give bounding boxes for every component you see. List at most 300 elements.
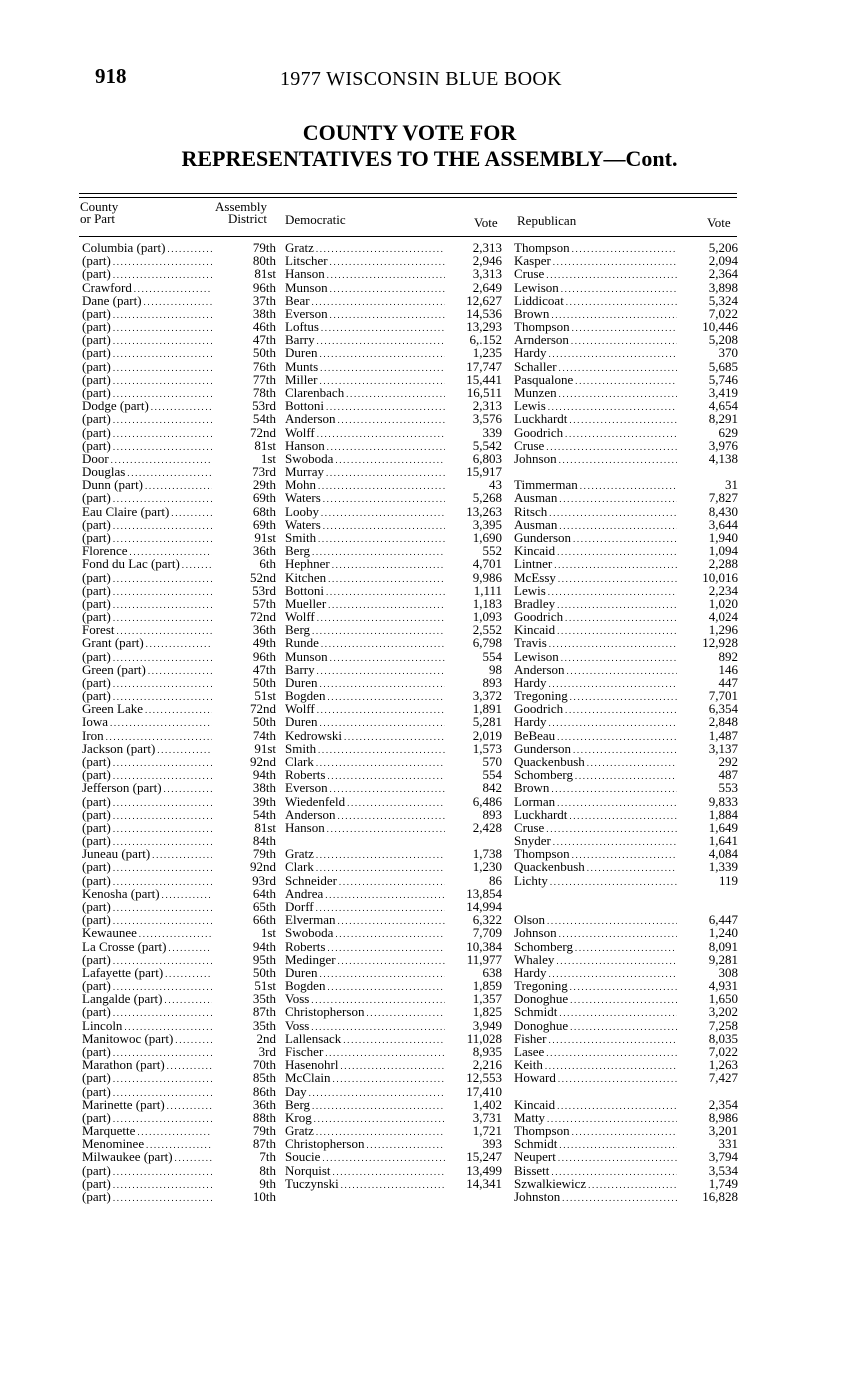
county-cell: Forest . . . <box>82 623 212 638</box>
democratic-vote-cell: 5,281 <box>472 714 502 730</box>
democratic-vote-cell: 43 <box>489 477 502 493</box>
republican-vote-cell: 3,419 <box>708 384 738 400</box>
democratic-candidate-cell: Waters . . . <box>285 518 445 533</box>
county-cell: Marathon (part) . . . <box>82 1058 212 1073</box>
democratic-vote-cell: 2,216 <box>472 1057 502 1073</box>
democratic-vote-cell: 2,313 <box>472 240 502 255</box>
republican-candidate-cell: Quackenbush . . . <box>514 755 677 770</box>
republican-candidate-cell: Olson . . . <box>514 913 677 928</box>
district-cell: 50th <box>252 964 276 980</box>
county-cell: (part) . . . <box>82 1190 212 1205</box>
page-title-line-2: REPRESENTATIVES TO THE ASSEMBLY—Cont. <box>181 146 678 171</box>
page-title-line-1: COUNTY VOTE FOR <box>302 120 517 145</box>
democratic-candidate-cell: Duren . . . <box>285 715 445 730</box>
republican-vote-cell: 2,364 <box>708 266 738 282</box>
republican-candidate-cell: Liddicoat . . . <box>514 294 677 309</box>
republican-vote-cell: 1,339 <box>708 859 738 875</box>
district-cell: 91st <box>254 529 276 545</box>
district-cell: 72nd <box>250 701 276 717</box>
republican-vote-cell: 4,084 <box>708 846 738 862</box>
democratic-candidate-cell: McClain . . . <box>285 1071 445 1086</box>
republican-vote-cell: 370 <box>718 345 738 361</box>
republican-vote-cell: 8,035 <box>708 1030 738 1046</box>
header-vote-republican: Vote <box>707 215 731 230</box>
republican-candidate-cell: Ritsch . . . <box>514 505 677 520</box>
county-cell: (part) . . . <box>82 860 212 875</box>
democratic-vote-cell: 14,994 <box>466 899 502 914</box>
county-cell: (part) . . . <box>82 755 212 770</box>
district-cell: 6th <box>259 556 276 572</box>
democratic-vote-cell: 5,542 <box>472 437 502 453</box>
democratic-vote-cell: 6,798 <box>472 635 502 651</box>
republican-vote-cell: 1,940 <box>708 529 738 545</box>
democratic-candidate-cell: Kitchen . . . <box>285 571 445 586</box>
district-cell: 39th <box>252 793 276 809</box>
county-cell: Manitowoc (part) . . . <box>82 1032 212 1047</box>
county-cell: (part) . . . <box>82 795 212 810</box>
district-cell: 81st <box>254 819 276 835</box>
header-democratic: Democratic <box>285 212 346 227</box>
republican-vote-cell: 31 <box>725 477 738 493</box>
header-district-line-2: District <box>228 211 267 226</box>
republican-candidate-cell: Thompson . . . <box>514 320 677 335</box>
republican-vote-cell: 3,202 <box>708 1004 738 1020</box>
republican-candidate-cell: Schaller . . . <box>514 360 677 375</box>
republican-vote-cell: 2,094 <box>708 253 738 269</box>
district-cell: 65th <box>252 899 276 914</box>
democratic-candidate-cell: Schneider . . . <box>285 874 445 889</box>
democratic-candidate-cell: Munts . . . <box>285 360 445 375</box>
county-cell: (part) . . . <box>82 307 212 322</box>
republican-candidate-cell: Thompson . . . <box>514 1124 677 1139</box>
county-cell: (part) . . . <box>82 1177 212 1192</box>
county-cell: (part) . . . <box>82 531 212 546</box>
county-cell: (part) . . . <box>82 610 212 625</box>
democratic-vote-cell: 14,536 <box>466 305 502 321</box>
republican-vote-cell: 5,746 <box>708 371 738 387</box>
republican-candidate-cell: Schmidt . . . <box>514 1005 677 1020</box>
county-cell: (part) . . . <box>82 346 212 361</box>
democratic-vote-cell: 7,709 <box>472 925 502 941</box>
republican-candidate-cell: Johnston . . . <box>514 1190 677 1205</box>
district-cell: 51st <box>254 688 276 704</box>
republican-vote-cell: 3,201 <box>708 1123 738 1139</box>
democratic-candidate-cell: Roberts . . . <box>285 768 445 783</box>
county-cell: (part) . . . <box>82 874 212 889</box>
democratic-candidate-cell: Swoboda . . . <box>285 452 445 467</box>
republican-vote-cell: 1,649 <box>708 819 738 835</box>
district-cell: 29th <box>252 477 276 493</box>
republican-candidate-cell: Anderson . . . <box>514 663 677 678</box>
republican-vote-cell: 10,446 <box>702 319 738 335</box>
republican-vote-cell: 5,206 <box>708 240 738 255</box>
democratic-vote-cell: 1,235 <box>472 345 502 361</box>
county-cell: La Crosse (part) . . . <box>82 940 212 955</box>
democratic-vote-cell: 1,111 <box>473 582 502 598</box>
republican-vote-cell: 5,324 <box>708 292 738 308</box>
democratic-vote-cell: 2,428 <box>472 819 502 835</box>
county-cell: (part) . . . <box>82 650 212 665</box>
county-cell: (part) . . . <box>82 1111 212 1126</box>
republican-candidate-cell: Johnson . . . <box>514 926 677 941</box>
district-cell: 54th <box>252 806 276 822</box>
democratic-candidate-cell: Everson . . . <box>285 781 445 796</box>
county-cell: (part) . . . <box>82 571 212 586</box>
democratic-candidate-cell: Hanson . . . <box>285 821 445 836</box>
democratic-candidate-cell: Berg . . . <box>285 1098 445 1113</box>
democratic-vote-cell: 2,649 <box>472 279 502 295</box>
democratic-candidate-cell: Barry . . . <box>285 663 445 678</box>
republican-candidate-cell: Goodrich . . . <box>514 426 677 441</box>
democratic-candidate-cell: Voss . . . <box>285 1019 445 1034</box>
democratic-candidate-cell: Voss . . . <box>285 992 445 1007</box>
republican-vote-cell: 1,650 <box>708 991 738 1007</box>
democratic-vote-cell: 4,701 <box>472 556 502 572</box>
district-cell: 79th <box>252 846 276 862</box>
democratic-vote-cell: 86 <box>489 872 502 888</box>
republican-vote-cell: 5,208 <box>708 332 738 348</box>
district-cell: 10th <box>252 1188 276 1204</box>
republican-vote-cell: 1,487 <box>708 727 738 743</box>
republican-vote-cell: 1,884 <box>708 806 738 822</box>
district-cell: 36th <box>252 543 276 559</box>
republican-candidate-cell: McEssy . . . <box>514 571 677 586</box>
democratic-candidate-cell: Day . . . <box>285 1085 445 1100</box>
district-cell: 47th <box>252 332 276 348</box>
county-cell: (part) . . . <box>82 953 212 968</box>
democratic-vote-cell: 13,263 <box>466 503 502 519</box>
district-cell: 36th <box>252 622 276 638</box>
republican-candidate-cell: Lewis . . . <box>514 584 677 599</box>
republican-candidate-cell: Kincaid . . . <box>514 1098 677 1113</box>
republican-candidate-cell: Cruse . . . <box>514 821 677 836</box>
democratic-vote-cell: 9,986 <box>472 569 502 585</box>
district-cell: 84th <box>252 833 276 849</box>
county-cell: (part) . . . <box>82 676 212 691</box>
county-cell: Dunn (part) . . . <box>82 478 212 493</box>
republican-candidate-cell: Hardy . . . <box>514 966 677 981</box>
republican-candidate-cell: Gunderson . . . <box>514 531 677 546</box>
democratic-candidate-cell: Dorff . . . <box>285 900 445 915</box>
democratic-vote-cell: 1,230 <box>472 859 502 875</box>
republican-candidate-cell: Tregoning . . . <box>514 979 677 994</box>
republican-vote-cell: 5,685 <box>708 358 738 374</box>
district-cell: 87th <box>252 1136 276 1152</box>
district-cell: 50th <box>252 345 276 361</box>
district-cell: 53rd <box>252 398 276 414</box>
democratic-vote-cell: 1,825 <box>472 1004 502 1020</box>
district-cell: 1st <box>260 925 276 941</box>
county-cell: Langalde (part) . . . <box>82 992 212 1007</box>
republican-candidate-cell: Kincaid . . . <box>514 623 677 638</box>
district-cell: 72nd <box>250 609 276 625</box>
republican-candidate-cell: Ausman . . . <box>514 491 677 506</box>
county-cell: (part) . . . <box>82 1005 212 1020</box>
republican-candidate-cell: Travis . . . <box>514 636 677 651</box>
democratic-candidate-cell: Smith . . . <box>285 531 445 546</box>
democratic-vote-cell: 1,402 <box>472 1096 502 1112</box>
republican-candidate-cell: Kasper . . . <box>514 254 677 269</box>
county-cell: (part) . . . <box>82 254 212 269</box>
county-cell: (part) . . . <box>82 267 212 282</box>
democratic-vote-cell: 14,341 <box>466 1175 502 1191</box>
county-cell: Milwaukee (part) . . . <box>82 1150 212 1165</box>
democratic-candidate-cell: Elverman . . . <box>285 913 445 928</box>
democratic-vote-cell: 5,268 <box>472 490 502 506</box>
district-cell: 9th <box>259 1175 276 1191</box>
democratic-candidate-cell: Clarenbach . . . <box>285 386 445 401</box>
republican-vote-cell: 3,644 <box>708 516 738 532</box>
republican-vote-cell: 8,091 <box>708 938 738 954</box>
district-cell: 66th <box>252 912 276 928</box>
republican-candidate-cell: Szwalkiewicz . . . <box>514 1177 677 1192</box>
democratic-vote-cell: 3,372 <box>472 688 502 704</box>
republican-candidate-cell: Cruse . . . <box>514 267 677 282</box>
republican-vote-cell: 3,534 <box>708 1162 738 1178</box>
page-number: 918 <box>95 64 127 88</box>
democratic-vote-cell: 12,553 <box>466 1070 502 1086</box>
republican-vote-cell: 331 <box>718 1136 738 1152</box>
county-cell: (part) . . . <box>82 491 212 506</box>
democratic-vote-cell: 3,313 <box>472 266 502 282</box>
district-cell: 79th <box>252 1123 276 1139</box>
district-cell: 92nd <box>250 859 276 875</box>
county-cell: (part) . . . <box>82 426 212 441</box>
district-cell: 88th <box>252 1109 276 1125</box>
district-cell: 74th <box>252 727 276 743</box>
header-rule <box>79 236 737 237</box>
democratic-candidate-cell: Roberts . . . <box>285 940 445 955</box>
democratic-candidate-cell: Gratz . . . <box>285 1124 445 1139</box>
democratic-candidate-cell: Anderson . . . <box>285 808 445 823</box>
header-county-line-2: or Part <box>80 211 116 226</box>
header-vote-democratic: Vote <box>474 215 498 230</box>
democratic-candidate-cell: Lallensack . . . <box>285 1032 445 1047</box>
republican-candidate-cell: Thompson . . . <box>514 241 677 256</box>
democratic-candidate-cell: Bear . . . <box>285 294 445 309</box>
county-cell: (part) . . . <box>82 373 212 388</box>
county-cell: Kewaunee . . . <box>82 926 212 941</box>
republican-vote-cell: 12,928 <box>702 635 738 651</box>
democratic-candidate-cell: Anderson . . . <box>285 412 445 427</box>
democratic-vote-cell: 12,627 <box>466 292 502 308</box>
democratic-vote-cell: 2,946 <box>472 253 502 269</box>
top-rule <box>79 193 737 194</box>
district-cell: 51st <box>254 978 276 994</box>
democratic-candidate-cell: Soucie . . . <box>285 1150 445 1165</box>
county-cell: Juneau (part) . . . <box>82 847 212 862</box>
county-cell: (part) . . . <box>82 768 212 783</box>
republican-candidate-cell: Howard . . . <box>514 1071 677 1086</box>
republican-vote-cell: 7,701 <box>708 688 738 704</box>
county-cell: (part) . . . <box>82 1085 212 1100</box>
republican-vote-cell: 9,833 <box>708 793 738 809</box>
republican-candidate-cell: Snyder . . . <box>514 834 677 849</box>
republican-candidate-cell: Lewison . . . <box>514 650 677 665</box>
republican-candidate-cell: Hardy . . . <box>514 715 677 730</box>
democratic-vote-cell: 6,486 <box>472 793 502 809</box>
democratic-vote-cell: 393 <box>482 1136 502 1152</box>
republican-candidate-cell: Tregoning . . . <box>514 689 677 704</box>
republican-candidate-cell: Thompson . . . <box>514 847 677 862</box>
republican-vote-cell: 487 <box>718 767 738 783</box>
district-cell: 35th <box>252 1017 276 1033</box>
district-cell: 53rd <box>252 582 276 598</box>
republican-candidate-cell: Brown . . . <box>514 307 677 322</box>
democratic-vote-cell: 6,322 <box>472 912 502 928</box>
district-cell: 79th <box>252 240 276 255</box>
county-cell: Crawford . . . <box>82 281 212 296</box>
district-cell: 35th <box>252 991 276 1007</box>
democratic-candidate-cell: Christopherson . . . <box>285 1137 445 1152</box>
county-cell: Iron . . . <box>82 729 212 744</box>
democratic-candidate-cell: Duren . . . <box>285 966 445 981</box>
district-cell: 52nd <box>250 569 276 585</box>
democratic-candidate-cell: Bottoni . . . <box>285 584 445 599</box>
democratic-candidate-cell: Mohn . . . <box>285 478 445 493</box>
header-republican: Republican <box>517 213 577 228</box>
district-cell: 37th <box>252 292 276 308</box>
district-cell: 93rd <box>252 872 276 888</box>
republican-candidate-cell: Gunderson . . . <box>514 742 677 757</box>
democratic-vote-cell: 1,891 <box>472 701 502 717</box>
republican-vote-cell: 146 <box>718 661 738 677</box>
democratic-vote-cell: 2,019 <box>472 727 502 743</box>
district-cell: 77th <box>252 371 276 387</box>
democratic-vote-cell: 1,357 <box>472 991 502 1007</box>
democratic-candidate-cell: Waters . . . <box>285 491 445 506</box>
republican-vote-cell: 1,641 <box>708 833 738 849</box>
democratic-candidate-cell: Christopherson . . . <box>285 1005 445 1020</box>
county-cell: (part) . . . <box>82 808 212 823</box>
district-cell: 36th <box>252 1096 276 1112</box>
republican-vote-cell: 7,427 <box>708 1070 738 1086</box>
district-cell: 49th <box>252 635 276 651</box>
republican-vote-cell: 3,976 <box>708 437 738 453</box>
republican-vote-cell: 4,931 <box>708 978 738 994</box>
republican-candidate-cell: Luckhardt . . . <box>514 412 677 427</box>
democratic-vote-cell: 339 <box>482 424 502 440</box>
republican-vote-cell: 447 <box>718 674 738 690</box>
county-cell: Marinette (part) . . . <box>82 1098 212 1113</box>
democratic-vote-cell: 1,183 <box>472 595 502 611</box>
district-cell: 8th <box>259 1162 276 1178</box>
democratic-vote-cell: 1,690 <box>472 529 502 545</box>
democratic-candidate-cell: Murray . . . <box>285 465 445 480</box>
republican-vote-cell: 7,258 <box>708 1017 738 1033</box>
county-cell: Dodge (part) . . . <box>82 399 212 414</box>
county-cell: Menominee . . . <box>82 1137 212 1152</box>
democratic-candidate-cell: Wiedenfeld . . . <box>285 795 445 810</box>
district-cell: 72nd <box>250 424 276 440</box>
democratic-candidate-cell: Berg . . . <box>285 623 445 638</box>
democratic-vote-cell: 13,499 <box>466 1162 502 1178</box>
republican-candidate-cell: Quackenbush . . . <box>514 860 677 875</box>
district-cell: 76th <box>252 358 276 374</box>
district-cell: 91st <box>254 740 276 756</box>
republican-vote-cell: 6,354 <box>708 701 738 717</box>
republican-vote-cell: 16,828 <box>702 1188 738 1204</box>
democratic-vote-cell: 13,293 <box>466 319 502 335</box>
district-cell: 92nd <box>250 754 276 770</box>
democratic-candidate-cell: Kedrowski . . . <box>285 729 445 744</box>
democratic-candidate-cell: Clark . . . <box>285 755 445 770</box>
republican-vote-cell: 2,848 <box>708 714 738 730</box>
republican-candidate-cell: Hardy . . . <box>514 676 677 691</box>
district-cell: 7th <box>259 1149 276 1165</box>
democratic-vote-cell: 6,.152 <box>469 332 502 348</box>
republican-vote-cell: 6,447 <box>708 912 738 928</box>
header-district-line-1: Assembly <box>215 199 267 214</box>
democratic-candidate-cell: Hanson . . . <box>285 267 445 282</box>
republican-vote-cell: 8,291 <box>708 411 738 427</box>
district-cell: 85th <box>252 1070 276 1086</box>
district-cell: 81st <box>254 437 276 453</box>
county-cell: Green (part) . . . <box>82 663 212 678</box>
republican-vote-cell: 1,296 <box>708 622 738 638</box>
democratic-candidate-cell: Munson . . . <box>285 281 445 296</box>
county-cell: (part) . . . <box>82 834 212 849</box>
democratic-candidate-cell: Gratz . . . <box>285 241 445 256</box>
democratic-vote-cell: 17,747 <box>466 358 502 374</box>
district-cell: 68th <box>252 503 276 519</box>
democratic-candidate-cell: Everson . . . <box>285 307 445 322</box>
republican-vote-cell: 7,022 <box>708 305 738 321</box>
county-cell: Lincoln . . . <box>82 1019 212 1034</box>
democratic-candidate-cell: Duren . . . <box>285 346 445 361</box>
republican-candidate-cell: Schomberg . . . <box>514 940 677 955</box>
district-cell: 38th <box>252 780 276 796</box>
republican-vote-cell: 8,986 <box>708 1109 738 1125</box>
republican-candidate-cell: Neupert . . . <box>514 1150 677 1165</box>
header-county-line-1: County <box>80 199 119 214</box>
democratic-vote-cell: 17,410 <box>466 1083 502 1099</box>
district-cell: 73rd <box>252 464 276 480</box>
district-cell: 64th <box>252 885 276 901</box>
county-cell: Jefferson (part) . . . <box>82 781 212 796</box>
democratic-vote-cell: 2,552 <box>472 622 502 638</box>
democratic-candidate-cell: Bogden . . . <box>285 689 445 704</box>
democratic-vote-cell: 3,731 <box>472 1109 502 1125</box>
republican-candidate-cell: Johnson . . . <box>514 452 677 467</box>
democratic-candidate-cell: Clark . . . <box>285 860 445 875</box>
democratic-vote-cell: 16,511 <box>466 384 502 400</box>
democratic-vote-cell: 638 <box>482 964 502 980</box>
democratic-vote-cell: 552 <box>482 543 502 559</box>
democratic-vote-cell: 554 <box>482 648 502 664</box>
republican-candidate-cell: Luckhardt . . . <box>514 808 677 823</box>
democratic-candidate-cell: Norquist . . . <box>285 1164 445 1179</box>
county-cell: (part) . . . <box>82 597 212 612</box>
republican-candidate-cell: Bradley . . . <box>514 597 677 612</box>
county-cell: Grant (part) . . . <box>82 636 212 651</box>
district-cell: 38th <box>252 305 276 321</box>
county-cell: Marquette . . . <box>82 1124 212 1139</box>
republican-vote-cell: 629 <box>718 424 738 440</box>
republican-candidate-cell: Lewison . . . <box>514 281 677 296</box>
democratic-vote-cell: 13,854 <box>466 885 502 901</box>
democratic-vote-cell: 6,803 <box>472 450 502 466</box>
democratic-candidate-cell: Munson . . . <box>285 650 445 665</box>
democratic-candidate-cell: Gratz . . . <box>285 847 445 862</box>
republican-vote-cell: 3,137 <box>708 740 738 756</box>
district-cell: 96th <box>252 648 276 664</box>
democratic-candidate-cell: Wolff . . . <box>285 702 445 717</box>
district-cell: 3rd <box>258 1043 276 1059</box>
district-cell: 69th <box>252 490 276 506</box>
county-cell: Jackson (part) . . . <box>82 742 212 757</box>
democratic-vote-cell: 15,441 <box>466 371 502 387</box>
